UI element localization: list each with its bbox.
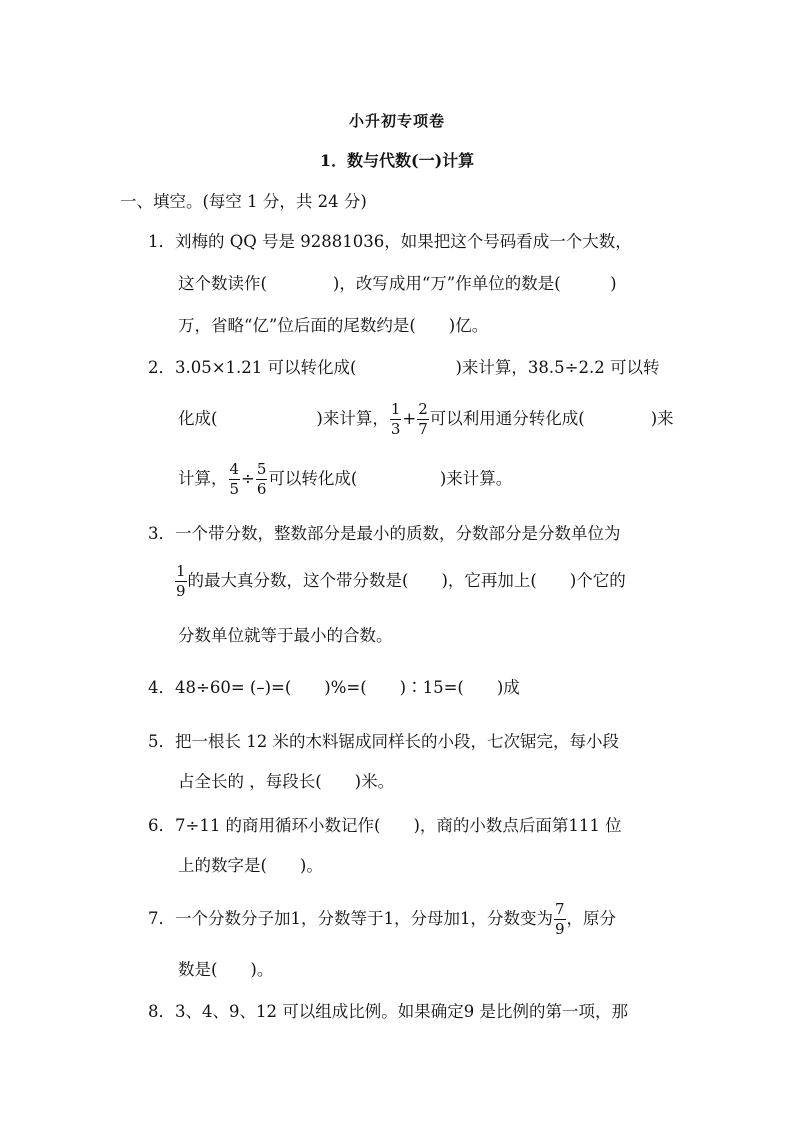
q3-line2-text: 的最大真分数，这个带分数是( )，它再加上( )个它的 [187, 571, 626, 590]
q7-line1 [148, 902, 616, 937]
fraction-one-ninth: $\frac{1}{9}$ [176, 562, 186, 600]
q5-line2: 占全长的 ，每段长( )米。 [178, 772, 395, 791]
q2-line1: 2．3.05×1.21 可以转化成( )来计算，38.5÷2.2 可以转 [148, 358, 660, 377]
q4-line1: 4．48÷60= (–)=( )%=( )∶15=( )成 [148, 678, 520, 697]
q6-line2: 上的数字是( )。 [178, 856, 323, 875]
fraction-seven-ninths: $\frac{7}{9}$ [555, 900, 565, 938]
q2-line2-text-b: 可以利用通分转化成( )来 [429, 409, 674, 428]
q2-line2 [178, 402, 674, 437]
exam-subtitle: 1．数与代数(一)计算 [319, 151, 475, 170]
fraction-two-sevenths: $\frac{2}{7}$ [418, 400, 428, 438]
fraction-four-fifths: $\frac{4}{5}$ [229, 460, 240, 498]
q1-line3: 万，省略“亿”位后面的尾数约是( )亿。 [178, 316, 489, 335]
q2-line2-text-a: 化成( )来计算， [178, 409, 389, 428]
q2-line3-text-a: 计算， [178, 469, 228, 488]
q3-line2 [174, 564, 626, 599]
q2-line3-text-b: 可以转化成( )来计算。 [268, 469, 513, 488]
q3-line3: 分数单位就等于最小的合数。 [178, 626, 393, 645]
divide-sign: ÷ [241, 469, 255, 488]
q5-line1: 5．把一根长 12 米的木料锯成同样长的小段，七次锯完，每小段 [148, 732, 619, 751]
q6-line1: 6．7÷11 的商用循环小数记作( )，商的小数点后面第111 位 [148, 816, 622, 835]
q1-line1: 1．刘梅的 QQ 号是 92881036，如果把这个号码看成一个大数， [148, 232, 632, 251]
q3-line1: 3．一个带分数，整数部分是最小的质数，分数部分是分数单位为 [148, 524, 621, 543]
fraction-five-sixths: $\frac{5}{6}$ [256, 460, 267, 498]
q1-line2: 这个数读作( )，改写成用“万”作单位的数是( ) [178, 274, 617, 293]
fraction-one-third: $\frac{1}{3}$ [390, 400, 401, 438]
plus-sign: + [402, 409, 417, 428]
q8-line1: 8．3、4、9、12 可以组成比例。如果确定9 是比例的第一项，那 [148, 1002, 628, 1021]
q2-line3 [178, 462, 512, 497]
q7-line1-text-b: ，原分 [566, 909, 617, 928]
section-heading: 一、填空。(每空 1 分，共 24 分) [120, 192, 367, 211]
q7-line2: 数是( )。 [178, 960, 274, 979]
exam-title: 小升初专项卷 [348, 112, 445, 130]
q7-line1-text-a: 7．一个分数分子加1，分数等于1，分母加1，分数变为 [148, 909, 553, 928]
